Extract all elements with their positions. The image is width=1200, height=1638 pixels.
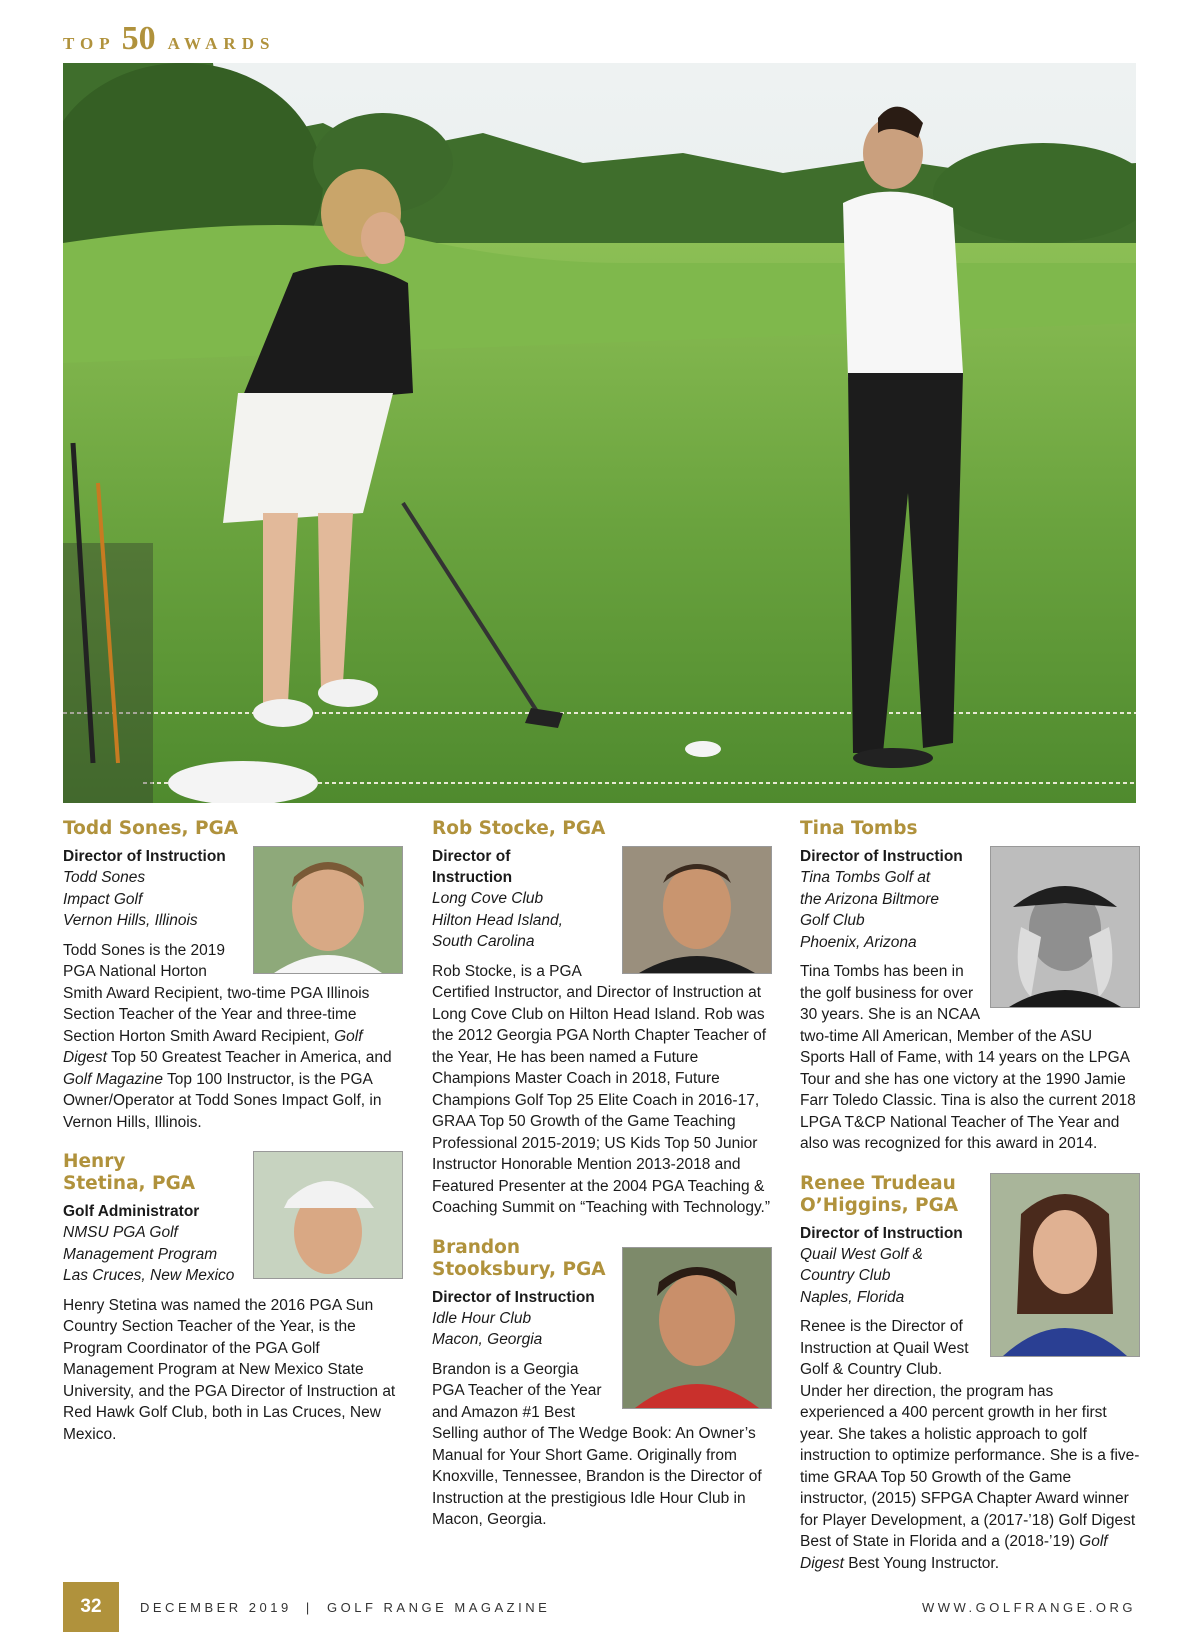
name-line: Brandon: [432, 1236, 521, 1258]
affiliation-line: Las Cruces, New Mexico: [63, 1267, 235, 1284]
profile-bio: Henry Stetina was named the 2016 PGA Sun Country Section Teacher of the Year, is the Program Coordinator of the PGA Golf Management Program at New Mexico State University, and the PGA Director of Instruction at Red Hawk Golf Club, both in Las Cruces, New Mexico.: [63, 1296, 396, 1443]
affiliation-line: Hilton Head Island,: [432, 911, 563, 929]
profile-todd-sones: [63, 818, 403, 1133]
portrait-photo: [253, 1151, 403, 1279]
profile-bio: Tina Tombs has been in the golf business for over 30 years. She is an NCAA two-time All American, Member of the ASU Sports Hall of Fame, with 14 years on the LPGA Tour and she has one victory at the 1990 Jamie Farr Toledo Classic. Tina is also the current 2018 LPGA T&CP National Teacher of The Year and also was recognized for this award in 2014.: [800, 963, 1136, 1152]
profile-name: Todd Sones, PGA: [63, 818, 239, 839]
profile-title: Golf Administrator: [63, 1203, 200, 1220]
page-number: 32: [63, 1582, 119, 1632]
affiliation-line: NMSU PGA Golf: [63, 1224, 178, 1241]
affiliation-line: Idle Hour Club: [432, 1309, 532, 1327]
page-footer: [0, 1582, 1200, 1638]
section-header: [63, 20, 275, 60]
affiliation-line: Long Cove Club: [432, 890, 544, 907]
name-line: Henry: [63, 1151, 126, 1172]
affiliation-line: Todd Sones: [63, 869, 146, 886]
profile-title: Director of Instruction: [800, 848, 963, 865]
profile-henry-stetina: [63, 1151, 403, 1445]
header-awards: AWARDS: [167, 34, 276, 53]
hero-photo: [63, 63, 1136, 803]
affiliation-line: Impact Golf: [63, 890, 143, 908]
profile-brandon-stooksbury: [432, 1237, 772, 1531]
profile-name: Rob Stocke, PGA: [432, 818, 606, 839]
affiliation-line: Quail West Golf &: [800, 1245, 923, 1263]
affiliation-line: South Carolina: [432, 933, 535, 950]
affiliation-line: the Arizona Biltmore: [800, 890, 939, 908]
title-line: Instruction: [432, 869, 513, 886]
title-line: Director of: [432, 848, 511, 865]
affiliation-line: Tina Tombs Golf at: [800, 869, 931, 886]
profile-name: Tina Tombs: [800, 818, 918, 839]
portrait-photo: [990, 1173, 1140, 1357]
name-line: Renee Trudeau: [800, 1172, 956, 1194]
affiliation-line: Macon, Georgia: [432, 1331, 543, 1348]
affiliation-line: Phoenix, Arizona: [800, 933, 917, 951]
profile-renee-ohiggins: [800, 1173, 1140, 1575]
name-line: Stooksbury, PGA: [432, 1258, 606, 1280]
portrait-photo: [622, 846, 772, 974]
footer-publication: DECEMBER 2019 | GOLF RANGE MAGAZINE: [140, 1600, 551, 1615]
portrait-photo: [253, 846, 403, 974]
profile-title: Director of Instruction: [63, 848, 226, 865]
profile-bio: Todd Sones is the 2019 PGA National Horton Smith Award Recipient, two-time PGA Illinois Section Teacher of the Year and three-time Section Horton Smith Award Recipient, Golf Digest Top 50 Greatest Teacher in America, and Golf Magazine Top 100 Instructor, is the PGA Owner/Operator at Todd Sones Impact Golf, in Vernon Hills, Illinois.: [63, 941, 392, 1131]
profile-title: Director of Instruction: [432, 1288, 595, 1306]
portrait-photo: [622, 1247, 772, 1409]
portrait-photo: [990, 846, 1140, 1008]
header-top: TOP: [63, 34, 116, 53]
footer-website: WWW.GOLFRANGE.ORG: [921, 1600, 1136, 1615]
profile-rob-stocke: [432, 818, 772, 1219]
header-number: 50: [121, 20, 156, 57]
affiliation-line: Golf Club: [800, 912, 865, 929]
affiliation-line: Country Club: [800, 1267, 891, 1284]
column-2: [432, 818, 772, 1531]
affiliation-line: Naples, Florida: [800, 1288, 905, 1306]
affiliation-line: Management Program: [63, 1245, 218, 1263]
profile-bio: Rob Stocke, is a PGA Certified Instructor, and Director of Instruction at Long Cove Club on Hilton Head Island. Rob was the 2012 Georgia PGA North Chapter Teacher of the Year, He has been named a Future Champions Master Coach in 2018, Future Champions Golf Top 25 Elite Coach in 2016-17, GRAA Top 50 Growth of the Game Teaching Professional 2015-2019; US Kids Top 50 Junior Instructor Honorable Mention 2013-2018 and Featured Presenter at the 2004 PGA Teaching & Coaching Summit on “Teaching with Technology.”: [432, 962, 771, 1216]
column-1: [63, 818, 403, 1445]
profile-tina-tombs: [800, 818, 1140, 1155]
profile-title: Director of Instruction: [800, 1224, 963, 1242]
name-line: O’Higgins, PGA: [800, 1194, 959, 1216]
name-line: Stetina, PGA: [63, 1173, 196, 1194]
profile-bio: Brandon is a Georgia PGA Teacher of the Year and Amazon #1 Best Selling author of The Wedge Book: An Owner’s Manual for Your Short Game. Originally from Knoxville, Tennessee, Brandon is the Director of Instruction at the prestigious Idle Hour Club in Macon, Georgia.: [432, 1360, 762, 1528]
affiliation-line: Vernon Hills, Illinois: [63, 912, 198, 929]
profile-bio: Renee is the Director of Instruction at Quail West Golf & Country Club. Under her direction, the program has experienced a 400 percent growth in her first year. She takes a holistic approach to golf instruction to optimize performance. She is a five-time GRAA Top 50 Growth of the Game instructor, (2015) SFPGA Chapter Award winner for Player Development, a (2017-’18) Golf Digest Best of State in Florida and a (2018-’19) Golf Digest Best Young Instructor.: [800, 1318, 1140, 1572]
column-3: [800, 818, 1140, 1574]
